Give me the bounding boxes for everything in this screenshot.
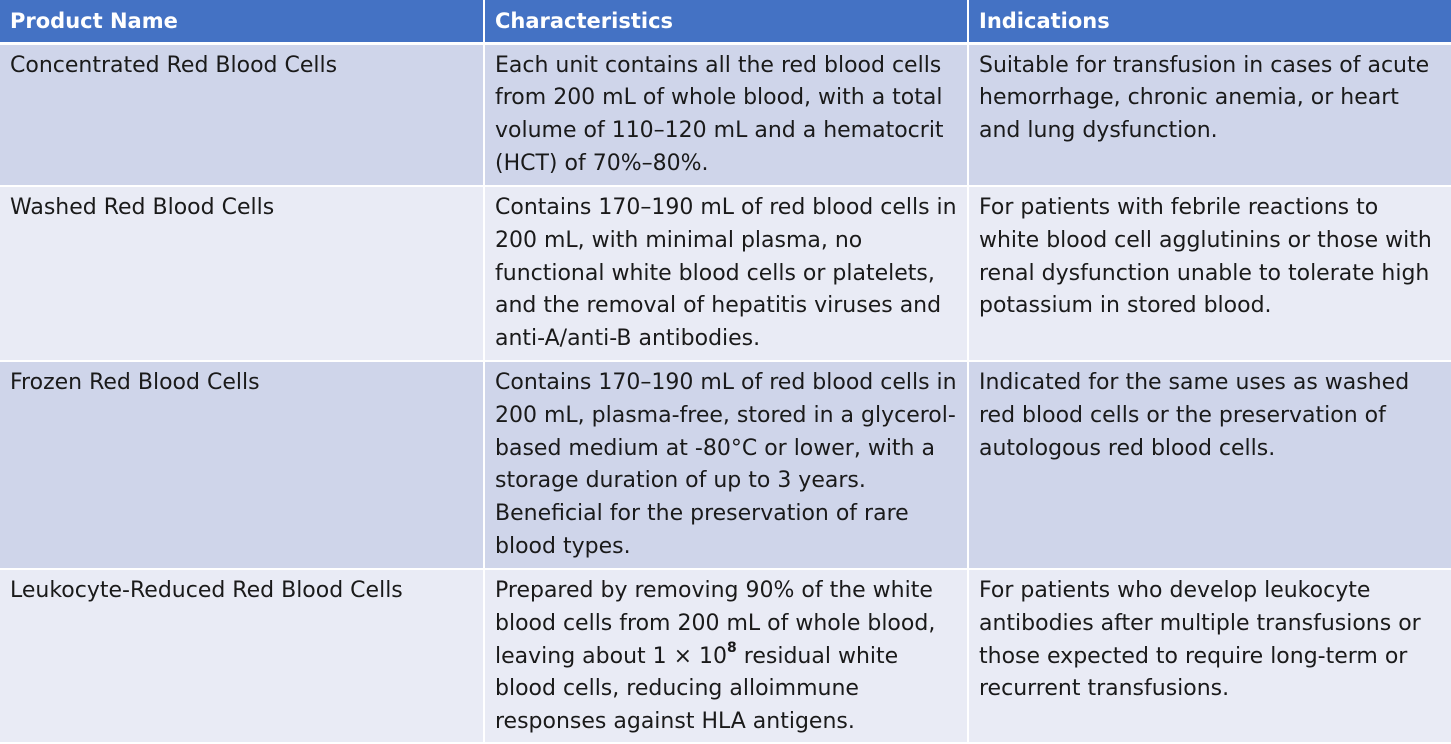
product-name-cell: Washed Red Blood Cells [0, 186, 484, 361]
table-row [0, 361, 1451, 569]
header-characteristics: Characteristics [484, 0, 968, 43]
characteristics-cell [484, 569, 968, 743]
characteristics-text-pre: Prepared by removing 90% of the white blood cells from 200 mL of whole blood, leaving about 1 × 10 [495, 578, 936, 669]
characteristics-cell: Each unit contains all the red blood cells from 200 mL of whole blood, with a total volume of 110–120 mL and a hematocrit (HCT) of 70%–80%. [484, 43, 968, 186]
exponent: 8 [727, 640, 737, 657]
indications-cell: Suitable for transfusion in cases of acute hemorrhage, chronic anemia, or heart and lung dysfunction. [968, 43, 1451, 186]
header-indications: Indications [968, 0, 1451, 43]
table-row [0, 186, 1451, 361]
characteristics-text-post: residual white blood cells, reducing alloimmune responses against HLA antigens. [495, 643, 899, 735]
indications-cell: For patients with febrile reactions to white blood cell agglutinins or those with renal dysfunction unable to tolerate high potassium in stored blood. [968, 186, 1451, 361]
table-row [0, 43, 1451, 186]
product-name-cell: Frozen Red Blood Cells [0, 361, 484, 569]
product-name-cell: Concentrated Red Blood Cells [0, 43, 484, 186]
indications-cell: Indicated for the same uses as washed red blood cells or the preservation of autologous red blood cells. [968, 361, 1451, 569]
header-product-name: Product Name [0, 0, 484, 43]
product-name-cell: Leukocyte-Reduced Red Blood Cells [0, 569, 484, 743]
characteristics-cell: Contains 170–190 mL of red blood cells in 200 mL, plasma-free, stored in a glycerol-based medium at -80°C or lower, with a storage duration of up to 3 years. Beneficial for the preservation of rare blood types. [484, 361, 968, 569]
table-row [0, 569, 1451, 743]
header-row [0, 0, 1451, 43]
indications-cell: For patients who develop leukocyte antibodies after multiple transfusions or those expected to require long-term or recurrent transfusions. [968, 569, 1451, 743]
characteristics-cell: Contains 170–190 mL of red blood cells in 200 mL, with minimal plasma, no functional white blood cells or platelets, and the removal of hepatitis viruses and anti-A/anti-B antibodies. [484, 186, 968, 361]
